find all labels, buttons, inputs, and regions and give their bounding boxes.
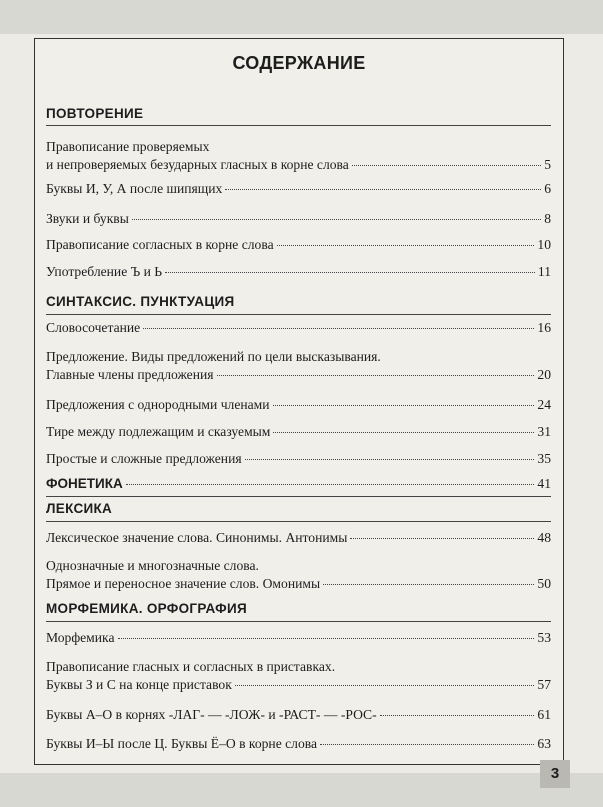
toc-entry-page: 50 <box>537 576 551 591</box>
toc-entry-text: и непроверяемых безударных гласных в корне слова <box>46 157 349 172</box>
toc-entry-line: Однозначные и многозначные слова. <box>46 558 259 573</box>
page-number: 3 <box>540 760 570 788</box>
toc-entry[interactable] <box>46 263 551 281</box>
toc-entry-text: Правописание согласных в корне слова <box>46 237 274 252</box>
toc-entry-text: Буквы И, У, А после шипящих <box>46 181 223 196</box>
dot-leader <box>118 638 535 639</box>
toc-entry[interactable] <box>46 450 551 468</box>
section-rule <box>46 496 551 497</box>
toc-entry[interactable] <box>46 138 551 174</box>
dot-leader <box>143 328 534 329</box>
toc-entry-page: 31 <box>537 424 551 439</box>
section-heading: ПОВТОРЕНИЕ <box>46 106 144 121</box>
dot-leader <box>352 165 541 166</box>
dot-leader <box>132 219 541 220</box>
toc-entry-page: 63 <box>537 736 551 751</box>
toc-entry-line: Правописание гласных и согласных в приставках. <box>46 659 336 674</box>
section-heading: СИНТАКСИС. ПУНКТУАЦИЯ <box>46 294 235 309</box>
toc-entry-page: 61 <box>537 707 551 722</box>
section-heading: МОРФЕМИКА. ОРФОГРАФИЯ <box>46 601 248 616</box>
bottom-bleed-band <box>0 773 603 807</box>
toc-entry-text: Морфемика <box>46 630 115 645</box>
page-title: СОДЕРЖАНИЕ <box>232 53 366 73</box>
toc-entry[interactable] <box>46 557 551 593</box>
section-rule <box>46 125 551 126</box>
section-rule <box>46 521 551 522</box>
toc-entry[interactable] <box>46 706 551 724</box>
toc-entry-text: Употребление Ъ и Ь <box>46 264 163 279</box>
toc-entry-page: 48 <box>537 530 551 545</box>
toc-entry[interactable] <box>46 180 551 198</box>
toc-entry-page: 24 <box>537 397 551 412</box>
toc-entry-text: Звуки и буквы <box>46 211 129 226</box>
toc-entry[interactable] <box>46 319 551 337</box>
top-bleed-band <box>0 0 603 34</box>
dot-leader <box>245 459 535 460</box>
toc-entry[interactable] <box>46 348 551 384</box>
toc-entry-page: 35 <box>537 451 551 466</box>
toc-entry-text: Словосочетание <box>46 320 141 335</box>
toc-entry-line: Предложение. Виды предложений по цели высказывания. <box>46 349 381 364</box>
toc-entry[interactable] <box>46 529 551 547</box>
dot-leader <box>126 484 535 485</box>
dot-leader <box>217 375 535 376</box>
toc-entry-text: Лексическое значение слова. Синонимы. Антонимы <box>46 530 348 545</box>
toc-entry[interactable] <box>46 236 551 254</box>
dot-leader <box>277 245 535 246</box>
dot-leader <box>320 744 534 745</box>
toc-entry-page: 10 <box>537 237 551 252</box>
section-heading: ЛЕКСИКА <box>46 501 113 516</box>
toc-entry-page: 16 <box>537 320 551 335</box>
toc-entry-section-fonetika[interactable] <box>46 475 551 493</box>
toc-entry[interactable] <box>46 423 551 441</box>
toc-entry-page: 41 <box>537 476 551 491</box>
dot-leader <box>323 584 534 585</box>
toc-entry[interactable] <box>46 210 551 228</box>
section-rule <box>46 621 551 622</box>
toc-entry-text: Простые и сложные предложения <box>46 451 242 466</box>
toc-entry-line: Правописание проверяемых <box>46 139 210 154</box>
dot-leader <box>380 715 535 716</box>
dot-leader <box>273 405 535 406</box>
toc-entry-page: 20 <box>537 367 551 382</box>
toc-entry-page: 8 <box>544 211 551 226</box>
dot-leader <box>273 432 534 433</box>
dot-leader <box>225 189 541 190</box>
toc-entry-page: 11 <box>537 264 551 279</box>
toc-entry-text: Главные члены предложения <box>46 367 214 382</box>
toc-entry[interactable] <box>46 396 551 414</box>
toc-entry-text: Прямое и переносное значение слов. Омонимы <box>46 576 321 591</box>
toc-entry[interactable] <box>46 735 551 753</box>
toc-entry[interactable] <box>46 658 551 694</box>
toc-entry[interactable] <box>46 629 551 647</box>
dot-leader <box>165 272 535 273</box>
toc-entry-page: 53 <box>537 630 551 645</box>
toc-entry-text: Буквы А–О в корнях -ЛАГ- — -ЛОЖ- и -РАСТ- — -РОС- <box>46 707 377 722</box>
toc-entry-text: Буквы З и С на конце приставок <box>46 677 232 692</box>
contents-frame <box>34 38 564 765</box>
dot-leader <box>350 538 534 539</box>
toc-entry-text: Тире между подлежащим и сказуемым <box>46 424 271 439</box>
toc-entry-page: 5 <box>544 157 551 172</box>
toc-entry-page: 57 <box>537 677 551 692</box>
toc-entry-text: Буквы И–Ы после Ц. Буквы Ё–О в корне слова <box>46 736 318 751</box>
toc-entry-text: Предложения с однородными членами <box>46 397 270 412</box>
section-heading: ФОНЕТИКА <box>46 476 123 491</box>
section-rule <box>46 314 551 315</box>
dot-leader <box>235 685 535 686</box>
toc-entry-page: 6 <box>544 181 551 196</box>
